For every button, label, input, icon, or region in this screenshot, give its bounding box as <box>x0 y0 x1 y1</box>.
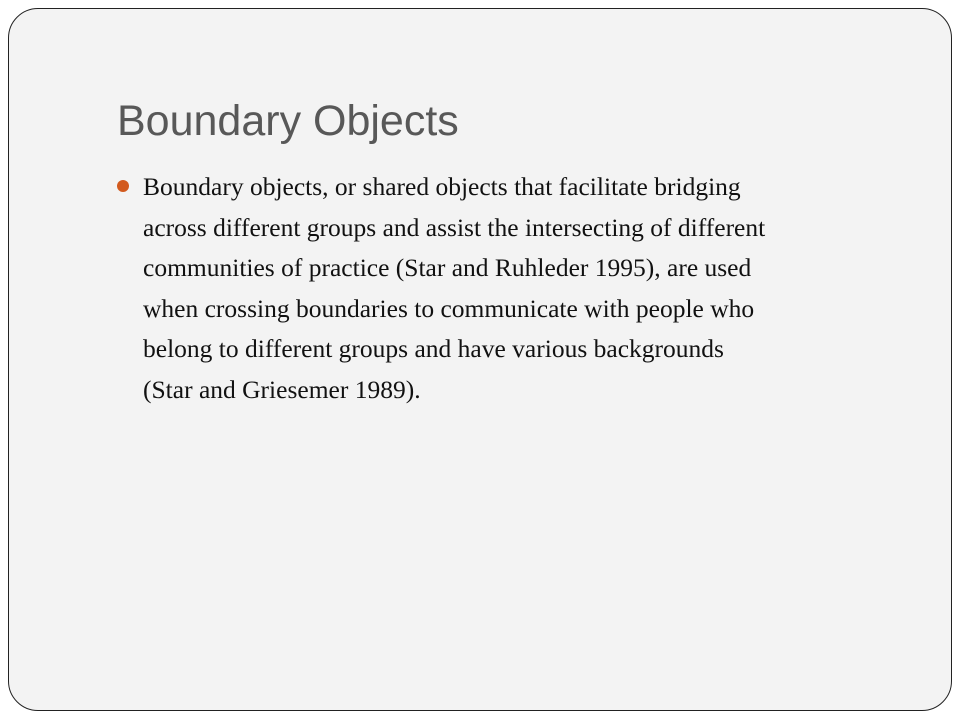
bullet-text: Boundary objects, or shared objects that facilitate bridging across different groups and assist the intersecting of different communities of practice (Star and Ruhleder 1995), are used when crossing boundaries to communicate with people who belong to different groups and have various backgrounds (Star and Griesemer 1989). <box>143 172 766 404</box>
bullet-item <box>117 167 917 410</box>
bullet-list <box>117 167 917 410</box>
bullet-dot-icon <box>117 180 129 192</box>
slide-frame <box>8 8 952 711</box>
slide-title: Boundary Objects <box>117 97 459 145</box>
